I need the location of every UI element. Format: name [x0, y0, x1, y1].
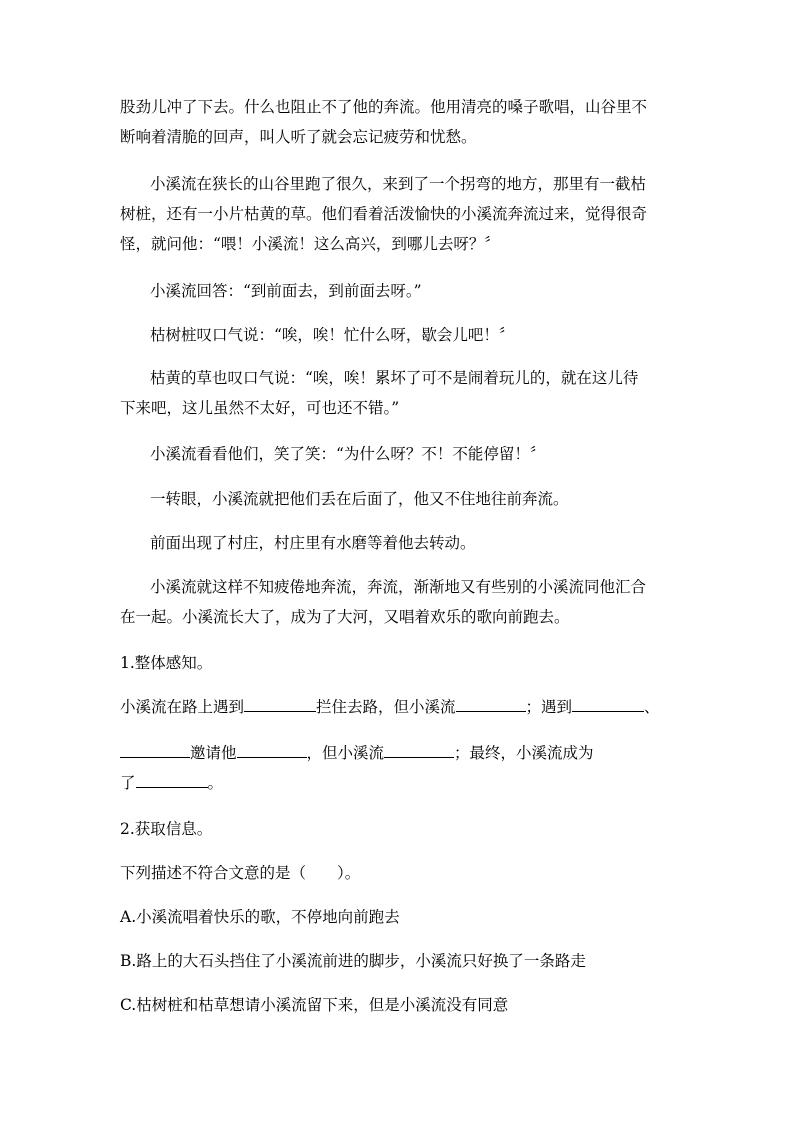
fill-blank[interactable] [120, 743, 190, 758]
question-1-line-1 [120, 696, 680, 718]
question-text: ；遇到 [525, 698, 573, 716]
passage-line: 小溪流在狭长的山谷里跑了很久，来到了一个拐弯的地方，那里有一截枯 [150, 175, 647, 193]
passage-line: 一转眼，小溪流就把他们丢在后面了，他又不住地往前奔流。 [150, 490, 569, 508]
passage-line: 树桩，还有一小片枯黄的草。他们看着活泼愉快的小溪流奔流过来，觉得很奇 [120, 205, 648, 223]
fill-blank[interactable] [237, 743, 307, 758]
passage-line: 在一起。小溪流长大了，成为了大河，又唱着欢乐的歌向前跑去。 [120, 608, 570, 626]
question-text: 、 [644, 698, 660, 716]
passage-line: 断响着清脆的回声，叫人听了就会忘记疲劳和忧愁。 [120, 128, 477, 146]
passage-line: 怪，就问他：“喂！小溪流！这么高兴，到哪儿去呀？〞 [120, 235, 500, 253]
fill-blank[interactable] [456, 697, 526, 712]
question-1-title: 1.整体感知。 [120, 654, 213, 672]
fill-blank[interactable] [384, 743, 454, 758]
question-1-line-3 [120, 772, 680, 794]
fill-blank[interactable] [136, 773, 208, 788]
question-text: 了 [120, 774, 136, 792]
question-text: ；最终，小溪流成为 [454, 744, 594, 762]
question-text: 邀请他 [190, 744, 237, 762]
question-text: 小溪流在路上遇到 [120, 698, 245, 716]
fill-blank[interactable] [572, 697, 644, 712]
fill-blank[interactable] [244, 697, 316, 712]
passage-line: 下来吧，这儿虽然不太好，可也还不错。” [120, 399, 400, 417]
passage-line: 小溪流就这样不知疲倦地奔流，奔流，渐渐地又有些别的小溪流同他汇合 [150, 578, 647, 596]
question-text: ，但小溪流 [306, 744, 385, 762]
passage-line: 前面出现了村庄，村庄里有水磨等着他去转动。 [150, 534, 476, 552]
option-c[interactable]: C.枯树桩和枯草想请小溪流留下来，但是小溪流没有同意 [120, 996, 509, 1014]
question-text: 拦住去路，但小溪流 [316, 698, 456, 716]
option-a[interactable]: A.小溪流唱着快乐的歌，不停地向前跑去 [120, 908, 400, 926]
question-text: 。 [207, 774, 224, 792]
passage-line: 小溪流回答：“到前面去，到前面去呀。” [150, 282, 422, 300]
question-2-stem: 下列描述不符合文意的是（ ）。 [120, 864, 361, 882]
option-b[interactable]: B.路上的大石头挡住了小溪流前进的脚步，小溪流只好换了一条路走 [120, 952, 586, 970]
passage-line: 枯黄的草也叹口气说：“唉，唉！累坏了可不是闹着玩儿的，就在这儿待 [150, 369, 639, 387]
question-1-line-2 [120, 742, 680, 764]
passage-line: 股劲儿冲了下去。什么也阻止不了他的奔流。他用清亮的嗓子歌唱，山谷里不 [120, 98, 648, 116]
passage-line: 枯树桩叹口气说：“唉，唉！忙什么呀，歇会儿吧！〞 [150, 326, 515, 344]
passage-line: 小溪流看看他们，笑了笑：“为什么呀？不！不能停留！〞 [150, 445, 546, 463]
question-2-title: 2.获取信息。 [120, 820, 213, 838]
